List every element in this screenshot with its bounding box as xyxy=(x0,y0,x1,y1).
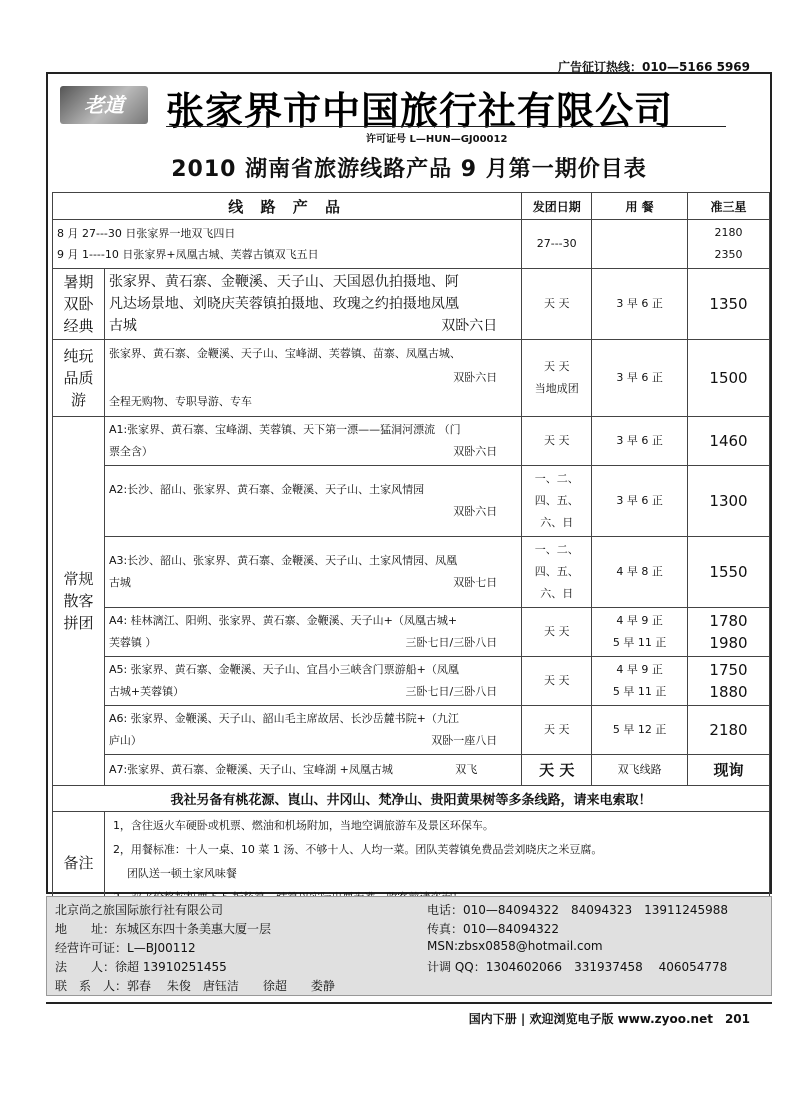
route-days: 三卧七日/三卧八日 xyxy=(405,685,498,698)
route-text: 芙蓉镇 ） xyxy=(108,636,157,649)
category-label: 散客 xyxy=(63,592,94,610)
price-value: 2180 xyxy=(714,226,743,239)
route-days: 双卧六日 xyxy=(441,318,498,334)
route-days: 双卧六日 xyxy=(453,445,498,458)
price-table xyxy=(52,192,770,913)
route-text: A1:张家界、黄石寨、宝峰湖、芙蓉镇、天下第一漂——猛洞河漂流 （门 xyxy=(108,423,461,436)
phone-value: 010—84094322 84094323 13911245988 xyxy=(463,903,729,917)
price-value: 1750 xyxy=(709,661,748,679)
meal-plan: 5 早 11 正 xyxy=(612,636,667,649)
license-number: 许可证号 L—HUN—GJ00012 xyxy=(366,134,508,145)
route-text: A6: 张家界、金鞭溪、天子山、韶山毛主席故居、长沙岳麓书院+（九江 xyxy=(108,712,459,725)
meal-plan: 4 早 9 正 xyxy=(616,663,663,676)
price-value: 1980 xyxy=(709,634,748,652)
table-header xyxy=(53,193,770,220)
legal-label: 法 人： xyxy=(55,960,116,974)
route-text: A3:长沙、韶山、张家界、黄石寨、金鞭溪、天子山、土家风情园、凤凰 xyxy=(108,554,458,567)
msn-value: zbsx0858@hotmail.com xyxy=(458,939,603,953)
route-text: 张家界、黄石寨、金鞭溪、天子山、宝峰湖、芙蓉镇、苗寨、凤凰古城、 xyxy=(108,347,461,360)
meal-plan: 4 早 9 正 xyxy=(616,614,663,627)
depart-date: 天 天 xyxy=(522,269,592,340)
category-label: 游 xyxy=(70,391,86,409)
price-value: 2180 xyxy=(688,706,770,755)
price-value: 1550 xyxy=(688,537,770,608)
route-days: 双卧一座八日 xyxy=(431,734,498,747)
price-value: 1350 xyxy=(688,269,770,340)
address-label: 地 址： xyxy=(55,922,116,936)
route-text: 凡达场景地、刘晓庆芙蓉镇拍摄地、玫瑰之约拍摄地凤凰 xyxy=(108,296,459,312)
meal-plan: 3 早 6 正 xyxy=(592,340,688,417)
msn-label: MSN: xyxy=(427,939,458,953)
route-days: 三卧七日/三卧八日 xyxy=(405,636,498,649)
route-text: 票全含） xyxy=(108,445,153,458)
meal-plan: 3 早 6 正 xyxy=(592,269,688,340)
bottom-rule xyxy=(46,1002,772,1004)
address-value: 东城区东四十条美惠大厦一层 xyxy=(115,922,272,936)
meal-plan: 3 早 6 正 xyxy=(592,417,688,466)
depart-date: 天 天 xyxy=(522,657,592,706)
fax-label: 传真： xyxy=(427,922,464,936)
route-text: 古城 xyxy=(108,576,131,589)
route-text: A4: 桂林漓江、阳朔、张家界、黄石寨、金鞭溪、天子山+（凤凰古城+ xyxy=(108,614,458,627)
route-days: 双卧六日 xyxy=(453,371,498,384)
company-name: 张家界市中国旅行社有限公司 xyxy=(166,89,674,133)
price-value: 1780 xyxy=(709,612,748,630)
header-meal: 用 餐 xyxy=(592,193,688,220)
phone-label: 电话： xyxy=(427,903,464,917)
meal-plan: 3 早 6 正 xyxy=(592,466,688,537)
agency-name: 北京尚之旅国际旅行社有限公司 xyxy=(55,903,224,917)
category-label: 双卧 xyxy=(63,295,94,313)
depart-date: 当地成团 xyxy=(534,382,579,395)
route-text: 8 月 27---30 日张家界一地双飞四日 xyxy=(57,227,236,240)
table-row xyxy=(53,466,770,537)
contact-value: 郭春 朱俊 唐钰洁 徐超 娄静 xyxy=(127,979,335,993)
header-route: 线 路 产 品 xyxy=(53,193,522,220)
sheet-title: 2010 湖南省旅游线路产品 9 月第一期价目表 xyxy=(171,157,647,182)
depart-date: 天 天 xyxy=(522,608,592,657)
route-text: A5: 张家界、黄石寨、金鞭溪、天子山、宜昌小三峡含门票游船+（凤凰 xyxy=(108,663,459,676)
contact-label: 联 系 人： xyxy=(55,979,128,993)
license-label: 经营许可证： xyxy=(55,941,128,955)
route-days: 双卧六日 xyxy=(453,505,498,518)
category-label: 暑期 xyxy=(63,273,94,291)
price-sheet xyxy=(46,72,772,894)
meal-plan: 4 早 8 正 xyxy=(592,537,688,608)
price-value: 2350 xyxy=(714,248,743,261)
depart-date: 一、二、四、五、六、日 xyxy=(522,466,592,537)
depart-date: 天 天 xyxy=(543,360,570,373)
company-logo: 老道 xyxy=(60,86,148,124)
category-label: 拼团 xyxy=(63,614,94,632)
route-text: A2:长沙、韶山、张家界、黄石寨、金鞭溪、天子山、土家风情园 xyxy=(108,483,425,496)
route-text: A7:张家界、黄石寨、金鞭溪、天子山、宝峰湖 +凤凰古城 xyxy=(108,763,393,776)
route-text: 全程无购物、专职导游、专车 xyxy=(108,395,252,408)
category-label: 纯玩 xyxy=(63,347,94,365)
notes-label: 备注 xyxy=(53,812,105,913)
price-value: 1500 xyxy=(688,340,770,417)
table-row xyxy=(53,537,770,608)
table-row xyxy=(53,220,770,269)
table-row xyxy=(53,340,770,417)
category-label: 经典 xyxy=(63,317,94,335)
notice-row xyxy=(53,786,770,812)
agency-footer xyxy=(46,896,772,996)
route-days: 双飞 xyxy=(455,763,478,776)
ad-hotline: 广告征订热线：010—5166 5969 xyxy=(557,60,750,74)
category-label: 常规 xyxy=(63,570,94,588)
route-text: 古城+芙蓉镇） xyxy=(108,685,185,698)
legal-value: 徐超 13910251455 xyxy=(115,960,227,974)
header-price: 准三星 xyxy=(688,193,770,220)
note-item: 2，用餐标准：十人一桌、10 菜 1 汤、不够十人、人均一菜。团队芙蓉镇免费品尝刘晓庆之米豆腐。 xyxy=(112,843,603,856)
depart-date: 一、二、四、五、六、日 xyxy=(522,537,592,608)
table-row xyxy=(53,269,770,340)
page-footer: 国内下册 | 欢迎浏览电子版 www.zyoo.net 201 xyxy=(468,1012,750,1026)
meal-plan: 5 早 11 正 xyxy=(612,685,667,698)
category-label: 品质 xyxy=(63,369,94,387)
depart-date: 天 天 xyxy=(522,417,592,466)
qq-value: 1304602066 331937458 406054778 xyxy=(485,960,728,974)
table-row xyxy=(53,657,770,706)
table-row xyxy=(53,417,770,466)
header-date: 发团日期 xyxy=(522,193,592,220)
route-text: 古城 xyxy=(108,318,137,334)
route-text: 9 月 1----10 日张家界+凤凰古城、芙蓉古镇双飞五日 xyxy=(57,248,319,261)
table-row xyxy=(53,755,770,786)
qq-label: 计调 QQ： xyxy=(427,960,486,974)
price-value: 1880 xyxy=(709,683,748,701)
price-value: 1460 xyxy=(688,417,770,466)
route-text: 张家界、黄石寨、金鞭溪、天子山、天国恩仇拍摄地、阿 xyxy=(108,274,459,290)
notice-text: 我社另备有桃花源、崀山、井冈山、梵净山、贵阳黄果树等多条线路，请来电索取！ xyxy=(53,786,770,812)
meal-plan: 双飞线路 xyxy=(592,755,688,786)
note-item: 团队送一顿土家风味餐 xyxy=(126,867,237,880)
depart-date: 27---30 xyxy=(522,220,592,269)
route-days: 双卧七日 xyxy=(453,576,498,589)
table-row xyxy=(53,706,770,755)
price-value: 现询 xyxy=(688,755,770,786)
meal-plan: 5 早 12 正 xyxy=(592,706,688,755)
title-rule xyxy=(166,126,726,127)
route-text: 庐山） xyxy=(108,734,142,747)
license-value: L—BJ00112 xyxy=(127,941,196,955)
table-row xyxy=(53,608,770,657)
note-item: 1，含往返火车硬卧或机票、燃油和机场附加，当地空调旅游车及景区环保车。 xyxy=(112,819,494,832)
depart-date: 天 天 xyxy=(522,706,592,755)
price-value: 1300 xyxy=(688,466,770,537)
fax-value: 010—84094322 xyxy=(463,922,559,936)
depart-date: 天 天 xyxy=(522,755,592,786)
